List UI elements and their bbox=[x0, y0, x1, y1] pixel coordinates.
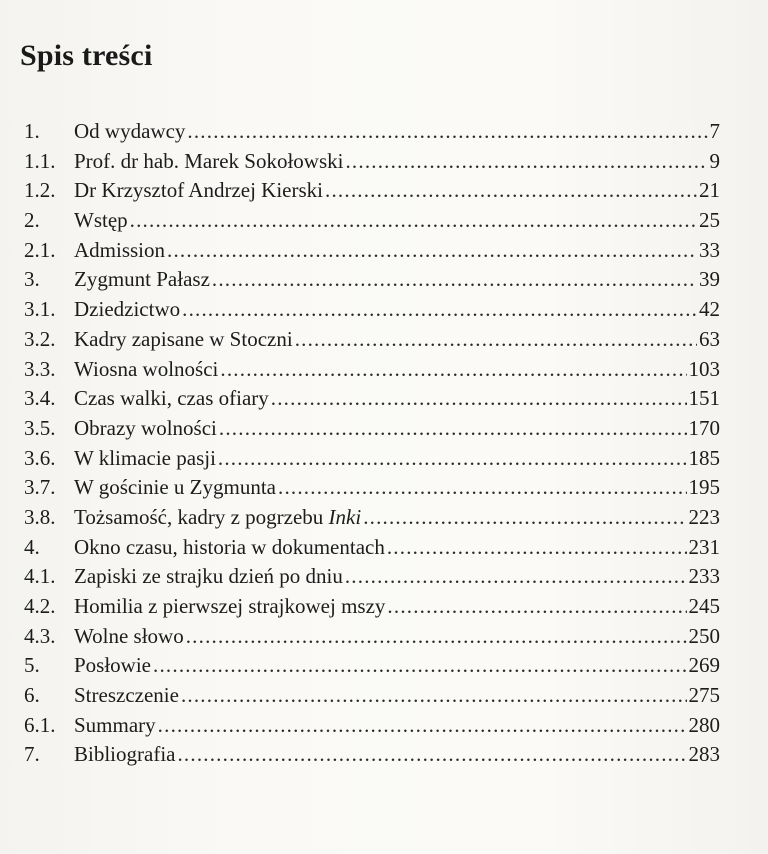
toc-entry-page-number: 185 bbox=[688, 445, 720, 470]
toc-entry-title bbox=[74, 414, 217, 444]
toc-entry-title bbox=[74, 384, 269, 414]
toc-entry-title-text: Od wydawcy bbox=[74, 119, 186, 143]
toc-entry-page-number: 103 bbox=[688, 356, 720, 381]
toc-entry-title bbox=[74, 533, 385, 563]
toc-entry-title-text: Okno czasu, historia w dokumentach bbox=[74, 534, 385, 559]
toc-entry-title bbox=[74, 295, 180, 325]
toc-entry-number: 3.3. bbox=[24, 356, 56, 381]
toc-entry-number: 3.5. bbox=[24, 415, 56, 440]
toc-entry bbox=[24, 176, 720, 206]
toc-entry-title-text: Dr Krzysztof Andrzej Kierski bbox=[74, 178, 324, 203]
dot-leader bbox=[295, 325, 697, 355]
toc-entry-title bbox=[74, 503, 361, 533]
dot-leader bbox=[167, 236, 697, 266]
toc-entry bbox=[24, 562, 720, 592]
toc-entry-number: 6. bbox=[24, 683, 40, 708]
toc-entry-number: 2. bbox=[24, 208, 40, 233]
toc-entry-page-number: 21 bbox=[699, 178, 720, 203]
toc-entry-title bbox=[74, 355, 218, 385]
toc-entry-title-text: Admission bbox=[74, 237, 166, 262]
toc-entry-page-number: 39 bbox=[699, 267, 720, 292]
toc-entry-number: 5. bbox=[24, 653, 40, 678]
toc-entry-number: 2.1. bbox=[24, 237, 56, 262]
toc-entry bbox=[24, 711, 720, 741]
dot-leader bbox=[182, 295, 697, 325]
toc-entry-title-text: Wiosna wolności bbox=[74, 356, 219, 381]
toc-entry-title-text: Zygmunt Pałasz bbox=[74, 267, 210, 292]
toc-entry-number: 3.8. bbox=[24, 504, 56, 529]
dot-leader bbox=[278, 473, 687, 503]
toc-entry-title-text: Wolne słowo bbox=[74, 623, 184, 648]
toc-entry-title-text: Dziedzictwo bbox=[74, 297, 181, 322]
toc-entry-title bbox=[74, 562, 343, 592]
toc-entry-title bbox=[74, 147, 343, 177]
toc-entry-title bbox=[74, 711, 156, 741]
dot-leader bbox=[177, 740, 686, 770]
toc-entry-page-number: 9 bbox=[709, 148, 720, 173]
toc-entry-title bbox=[74, 681, 179, 711]
toc-entry bbox=[24, 414, 720, 444]
dot-leader bbox=[130, 206, 697, 236]
dot-leader bbox=[363, 503, 686, 533]
dot-leader bbox=[212, 265, 697, 295]
toc-entry bbox=[24, 117, 720, 147]
dot-leader bbox=[387, 533, 687, 563]
toc-entry-page-number: 7 bbox=[709, 119, 720, 143]
toc-entry-number: 4.1. bbox=[24, 564, 56, 589]
toc-entry-number: 4. bbox=[24, 534, 40, 559]
toc-entry-title bbox=[74, 206, 128, 236]
toc-entry-page-number: 170 bbox=[688, 415, 720, 440]
toc-entry-page-number: 195 bbox=[688, 475, 720, 500]
toc-entry-page-number: 231 bbox=[688, 534, 720, 559]
toc-entry-title bbox=[74, 622, 184, 652]
toc-entry-number: 1.2. bbox=[24, 178, 56, 203]
dot-leader bbox=[218, 444, 687, 474]
toc-entry-page-number: 25 bbox=[699, 208, 720, 233]
toc-entry-page-number: 245 bbox=[688, 594, 720, 618]
toc-entry-page-number: 233 bbox=[688, 564, 720, 589]
toc-entry bbox=[24, 592, 720, 622]
toc-entry bbox=[24, 265, 720, 295]
page-title: Spis treści bbox=[20, 39, 153, 72]
dot-leader bbox=[271, 384, 687, 414]
toc-entry bbox=[24, 503, 720, 533]
toc-entry bbox=[24, 325, 720, 355]
toc-entry-number: 3. bbox=[24, 267, 40, 292]
toc-entry-page-number: 63 bbox=[699, 326, 720, 351]
toc-entry-number: 3.2. bbox=[24, 326, 56, 351]
dot-leader bbox=[345, 147, 707, 177]
toc-entry-title bbox=[74, 176, 323, 206]
toc-entry-number: 1.1. bbox=[24, 148, 56, 173]
toc-entry bbox=[24, 384, 720, 414]
toc-entry-title-text: Obrazy wolności bbox=[74, 415, 217, 440]
toc-entry-title-text: Czas walki, czas ofiary bbox=[74, 386, 269, 411]
dot-leader bbox=[153, 651, 686, 681]
toc-entry-number: 4.2. bbox=[24, 594, 56, 618]
toc-entry-page-number: 250 bbox=[688, 623, 720, 648]
toc-entry bbox=[24, 206, 720, 236]
toc-entry-title bbox=[74, 236, 165, 266]
toc-entry-number: 3.1. bbox=[24, 297, 56, 322]
toc-entry-title bbox=[74, 265, 210, 295]
toc-entry-number: 3.4. bbox=[24, 386, 56, 411]
toc-entry bbox=[24, 740, 720, 770]
dot-leader bbox=[158, 711, 687, 741]
toc-entry-page-number: 33 bbox=[699, 237, 720, 262]
toc-entry-title-text: Kadry zapisane w Stoczni bbox=[74, 326, 293, 351]
toc-entry bbox=[24, 444, 720, 474]
toc-entry-title-text: Wstęp bbox=[74, 208, 128, 233]
dot-leader bbox=[345, 562, 687, 592]
toc-entry-title-text: Prof. dr hab. Marek Sokołowski bbox=[74, 148, 344, 173]
toc-entry bbox=[24, 147, 720, 177]
toc-entry-number: 3.7. bbox=[24, 475, 56, 500]
toc-entry-title-text: Summary bbox=[74, 712, 156, 737]
toc-entry-title bbox=[74, 444, 216, 474]
toc-entry bbox=[24, 295, 720, 325]
dot-leader bbox=[186, 622, 687, 652]
table-of-contents bbox=[24, 117, 720, 770]
toc-entry-page-number: 151 bbox=[688, 386, 720, 411]
toc-entry bbox=[24, 355, 720, 385]
toc-entry-title bbox=[74, 473, 276, 503]
toc-entry bbox=[24, 681, 720, 711]
toc-entry-title bbox=[74, 651, 151, 681]
dot-leader bbox=[181, 681, 687, 711]
toc-entry-title bbox=[74, 325, 293, 355]
toc-entry-number: 1. bbox=[24, 119, 40, 143]
toc-entry-title-text: W klimacie pasji bbox=[74, 445, 216, 470]
toc-entry-title bbox=[74, 740, 175, 770]
toc-entry-title bbox=[74, 592, 385, 622]
dot-leader bbox=[387, 592, 686, 622]
toc-entry bbox=[24, 651, 720, 681]
toc-entry bbox=[24, 236, 720, 266]
toc-entry-page-number: 283 bbox=[688, 742, 720, 767]
toc-entry-number: 3.6. bbox=[24, 445, 56, 470]
toc-entry-title-text: Homilia z pierwszej strajkowej mszy bbox=[74, 594, 386, 618]
toc-entry-page-number: 223 bbox=[688, 504, 720, 529]
toc-entry-title-text: Bibliografia bbox=[74, 742, 176, 767]
toc-entry-page-number: 280 bbox=[688, 712, 720, 737]
toc-entry-title-text: Streszczenie bbox=[74, 683, 179, 708]
toc-entry bbox=[24, 533, 720, 563]
toc-entry-title-text: W gościnie u Zygmunta bbox=[74, 475, 276, 500]
dot-leader bbox=[187, 117, 707, 147]
dot-leader bbox=[220, 355, 686, 385]
toc-entry-title bbox=[74, 117, 185, 147]
toc-entry-title-text: Tożsamość, kadry z pogrzebu bbox=[74, 504, 329, 529]
toc-entry-number: 7. bbox=[24, 742, 40, 767]
toc-entry bbox=[24, 473, 720, 503]
toc-entry bbox=[24, 622, 720, 652]
dot-leader bbox=[219, 414, 687, 444]
toc-entry-title-text: Zapiski ze strajku dzień po dniu bbox=[74, 564, 343, 589]
toc-entry-page-number: 269 bbox=[688, 653, 720, 678]
toc-entry-title-text: Posłowie bbox=[74, 653, 152, 678]
toc-entry-number: 6.1. bbox=[24, 712, 56, 737]
toc-entry-page-number: 42 bbox=[699, 297, 720, 322]
dot-leader bbox=[325, 176, 697, 206]
toc-entry-title-italic: Inki bbox=[328, 504, 362, 529]
toc-entry-page-number: 275 bbox=[688, 683, 720, 708]
toc-entry-number: 4.3. bbox=[24, 623, 56, 648]
